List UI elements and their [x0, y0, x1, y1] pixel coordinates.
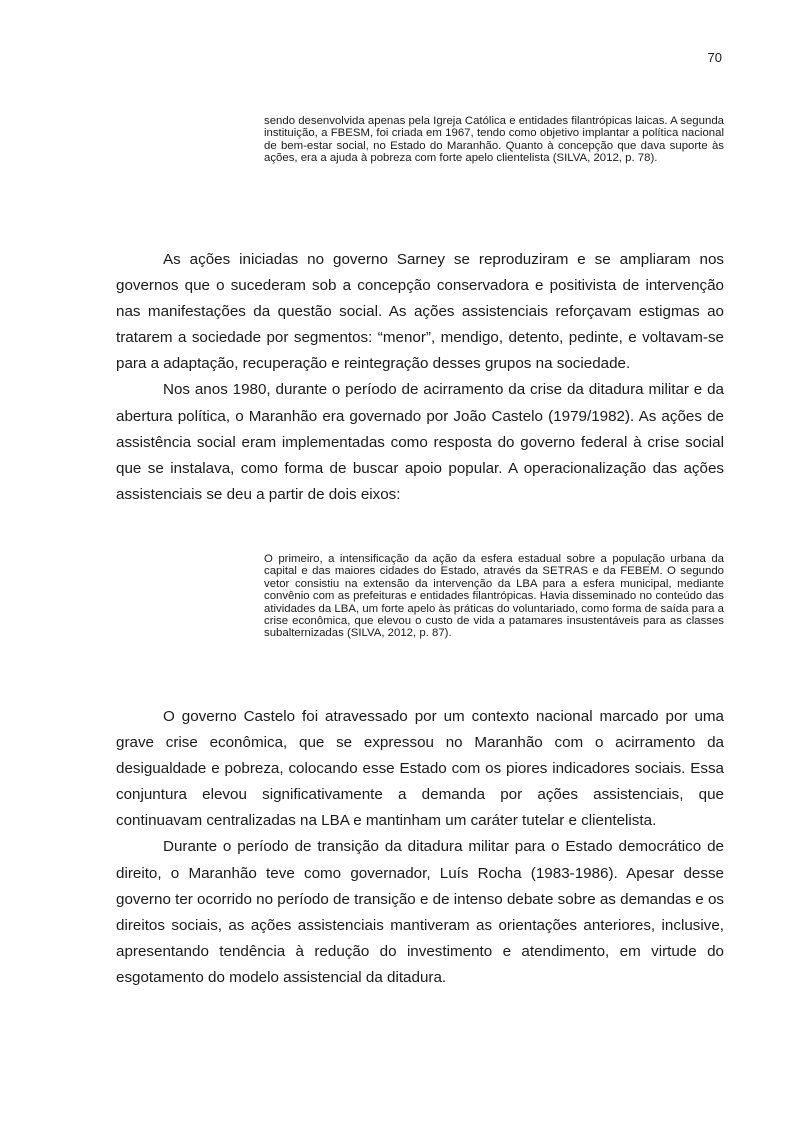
paragraph-3: O governo Castelo foi atravessado por um contexto nacional marcado por uma grave crise econômica, que se expressou no Maranhão com o acirramento da desigualdade e pobreza, colocando esse Estado com os piores indicadores sociais. Essa conjuntura elevou significativamente a demanda por ações assistenciais, que continuavam centralizadas na LBA e mantinham um caráter tutelar e clientelista.: [116, 708, 724, 830]
paragraph-1: As ações iniciadas no governo Sarney se reproduziram e se ampliaram nos governos que o sucederam sob a concepção conservadora e positivista de intervenção nas manifestações da questão social. As ações assistenciais reforçavam estigmas ao tratarem a sociedade por segmentos: “menor”, mendigo, detento, pedinte, e voltavam-se para a adaptação, recuperação e reintegração desses grupos na sociedade.: [116, 251, 724, 373]
block-quote-2: O primeiro, a intensificação da ação da esfera estadual sobre a população urbana da capital e das maiores cidades do Estado, através da SETRAS e da FEBEM. O segundo vetor consistiu na extensão da intervenção da LBA para a esfera municipal, mediante convênio com as prefeituras e entidades filantrópicas. Havia disseminado no conteúdo das atividades da LBA, um forte apelo às práticas do voluntariado, como forma de saída para a crise econômica, que elevou o custo de vida a patamares insustentáveis para as classes subalternizadas (SILVA, 2012, p. 87).: [264, 553, 724, 640]
body-text-section-2: [116, 704, 724, 991]
page-number: 70: [707, 50, 722, 65]
paragraph-2: Nos anos 1980, durante o período de acirramento da crise da ditadura militar e da abertura política, o Maranhão era governado por João Castelo (1979/1982). As ações de assistência social eram implementadas como resposta do governo federal à crise social que se instalava, como forma de buscar apoio popular. A operacionalização das ações assistenciais se deu a partir de dois eixos:: [116, 381, 724, 503]
block-quote-1: sendo desenvolvida apenas pela Igreja Católica e entidades filantrópicas laicas. A segunda instituição, a FBESM, foi criada em 1967, tendo como objetivo implantar a política nacional de bem-estar social, no Estado do Maranhão. Quanto à concepção que dava suporte às ações, era a ajuda à pobreza com forte apelo clientelista (SILVA, 2012, p. 78).: [264, 115, 724, 165]
body-text-section-1: [116, 247, 724, 508]
paragraph-4: Durante o período de transição da ditadura militar para o Estado democrático de direito, o Maranhão teve como governador, Luís Rocha (1983-1986). Apesar desse governo ter ocorrido no período de transição e de intenso debate sobre as demandas e os direitos sociais, as ações assistenciais mantiveram as orientações anteriores, inclusive, apresentando tendência à redução do investimento e atendimento, em virtude do esgotamento do modelo assistencial da ditadura.: [116, 838, 724, 986]
